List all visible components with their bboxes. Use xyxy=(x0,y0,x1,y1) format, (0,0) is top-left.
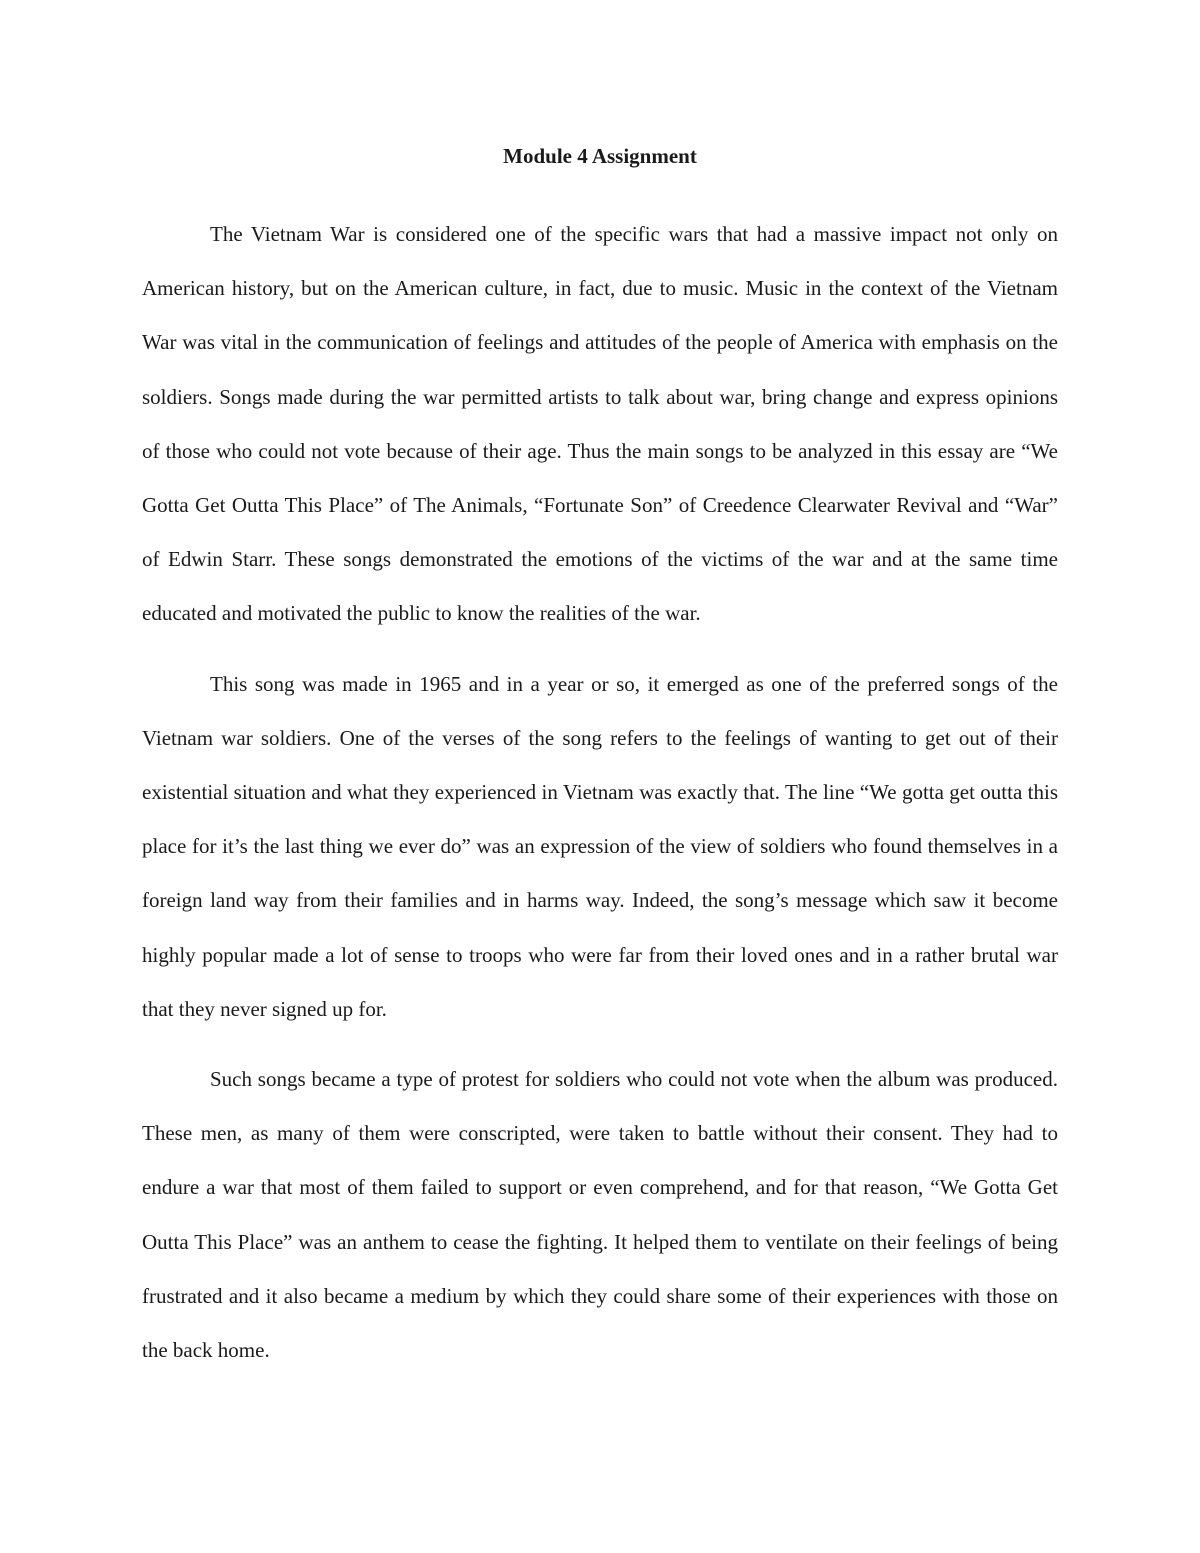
paragraph-intro: The Vietnam War is considered one of the specific wars that had a massive impact not only on American history, but on the American culture, in fact, due to music. Music in the context of the Vietnam War was vital in the communication of feelings and attitudes of the people of America with emphasis on the soldiers. Songs made during the war permitted artists to talk about war, bring change and express opinions of those who could not vote because of their age. Thus the main songs to be analyzed in this essay are “We Gotta Get Outta This Place” of The Animals, “Fortunate Son” of Creedence Clearwater Revival and “War” of Edwin Starr. These songs demonstrated the emotions of the victims of the war and at the same time educated and motivated the public to know the realities of the war. xyxy=(142,222,1058,626)
paragraph-song-history: This song was made in 1965 and in a year or so, it emerged as one of the preferred songs of the Vietnam war soldiers. One of the verses of the song refers to the feelings of wanting to get out of their existential situation and what they experienced in Vietnam was exactly that. The line “We gotta get outta this place for it’s the last thing we ever do” was an expression of the view of soldiers who found themselves in a foreign land way from their families and in harms way. Indeed, the song’s message which saw it become highly popular made a lot of sense to troops who were far from their loved ones and in a rather brutal war that they never signed up for. xyxy=(142,671,1058,1021)
paragraph-protest: Such songs became a type of protest for soldiers who could not vote when the album was produced. These men, as many of them were conscripted, were taken to battle without their consent. They had to endure a war that most of them failed to support or even comprehend, and for that reason, “We Gotta Get Outta This Place” was an anthem to cease the fighting. It helped them to ventilate on their feelings of being frustrated and it also became a medium by which they could share some of their experiences with those on the back home. xyxy=(142,1067,1058,1363)
document-body xyxy=(142,138,1058,1377)
document-title: Module 4 Assignment xyxy=(503,144,697,168)
